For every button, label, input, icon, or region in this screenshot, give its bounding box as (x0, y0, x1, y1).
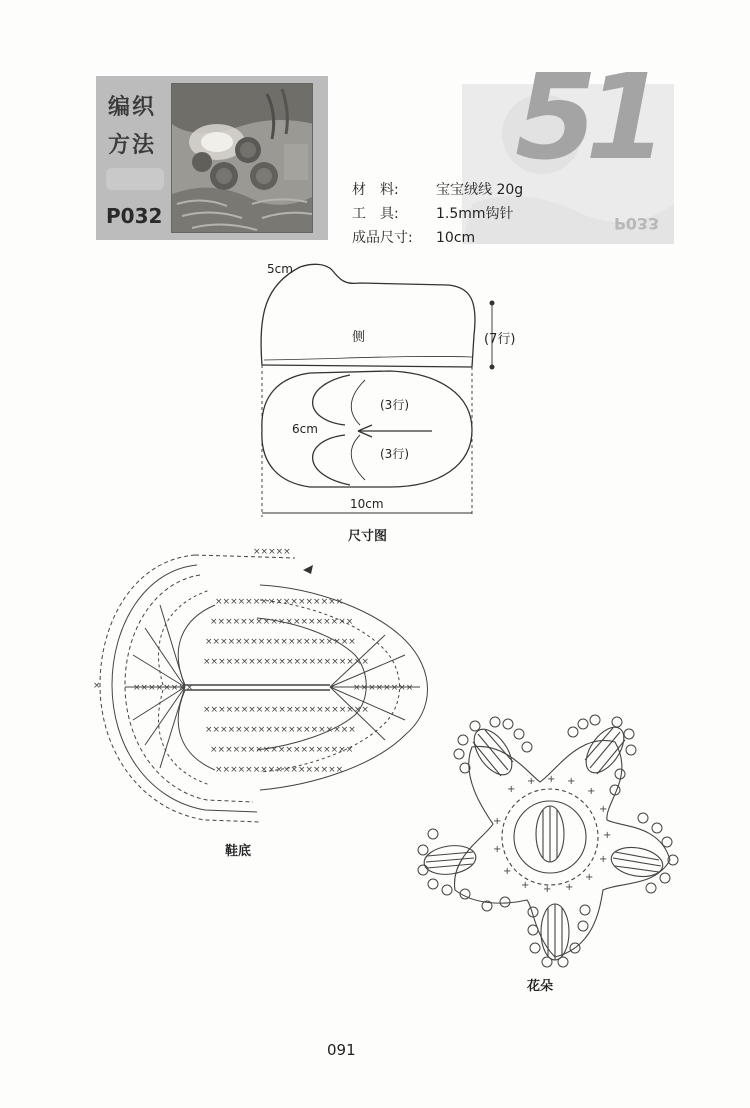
svg-text:××××××××××××××××××××: ×××××××××××××××××××× (205, 725, 356, 735)
svg-text:××××××××××××××××××××××: ×××××××××××××××××××××× (203, 657, 369, 667)
svg-text:+: + (503, 866, 512, 877)
svg-text:+: + (585, 872, 594, 883)
svg-text:+: + (567, 776, 576, 787)
product-photo (171, 83, 313, 233)
material-label-size: 成品尺寸: (352, 230, 413, 246)
sole-width-label: 6cm (292, 422, 318, 436)
toe-width-label: 5cm (267, 262, 293, 276)
svg-text:+: + (599, 804, 608, 815)
flower-chart (415, 712, 690, 997)
material-label-tool: 工 具: (352, 206, 399, 222)
mirrored-page-code: P033 (614, 214, 660, 233)
material-value-tool: 1.5mm钩针 (436, 206, 514, 222)
svg-text:×: × (93, 681, 101, 691)
header-title-line-2: 方法 (108, 132, 157, 158)
svg-text:+: + (493, 844, 502, 855)
svg-text:+: + (527, 776, 536, 787)
svg-text:×××××××××××××××××: ××××××××××××××××× (215, 597, 344, 607)
svg-text:×××××××××××××××××××: ××××××××××××××××××× (210, 745, 354, 755)
svg-text:+: + (587, 786, 596, 797)
svg-text:+: + (603, 830, 612, 841)
size-diagram-caption: 尺寸图 (348, 529, 388, 544)
pattern-number: 51 (515, 48, 656, 186)
upper-rows-label: (3行) (380, 398, 409, 412)
svg-text:××××××××××××××××××××: ×××××××××××××××××××× (205, 637, 356, 647)
svg-text:×××××: ××××× (253, 547, 291, 557)
svg-text:+: + (543, 884, 552, 895)
material-value-yarn: 宝宝绒线 20g (436, 182, 524, 198)
size-diagram (240, 255, 530, 545)
sole-chart-caption: 鞋底 (225, 844, 252, 859)
side-label: 侧 (352, 330, 366, 345)
svg-text:××××××××: ×××××××× (133, 683, 194, 693)
svg-text:+: + (547, 774, 556, 785)
svg-text:×××××××××××××××××: ××××××××××××××××× (215, 765, 344, 775)
page-number: 091 (327, 1041, 356, 1059)
sole-chart (85, 540, 455, 860)
flower-chart-caption: 花朵 (527, 979, 554, 994)
header-blank-tab (106, 168, 164, 190)
material-value-size: 10cm (436, 230, 476, 246)
svg-text:×××××××××××××××××××: ××××××××××××××××××× (210, 617, 354, 627)
pattern-header-box (96, 76, 328, 240)
lower-rows-label: (3行) (380, 447, 409, 461)
material-label-yarn: 材 料: (352, 182, 399, 198)
svg-text:××××××××××××××××××××××: ×××××××××××××××××××××× (203, 705, 369, 715)
header-title-line-1: 编织 (108, 94, 157, 120)
sole-length-label: 10cm (350, 497, 384, 511)
svg-text:+: + (599, 854, 608, 865)
svg-text:+: + (507, 784, 516, 795)
pattern-code: P032 (106, 204, 163, 228)
svg-text:+: + (521, 880, 530, 891)
side-rows-label: (7行) (484, 332, 516, 347)
svg-text:+: + (565, 882, 574, 893)
svg-text:××××××××: ×××××××× (353, 683, 414, 693)
svg-text:+: + (493, 816, 502, 827)
